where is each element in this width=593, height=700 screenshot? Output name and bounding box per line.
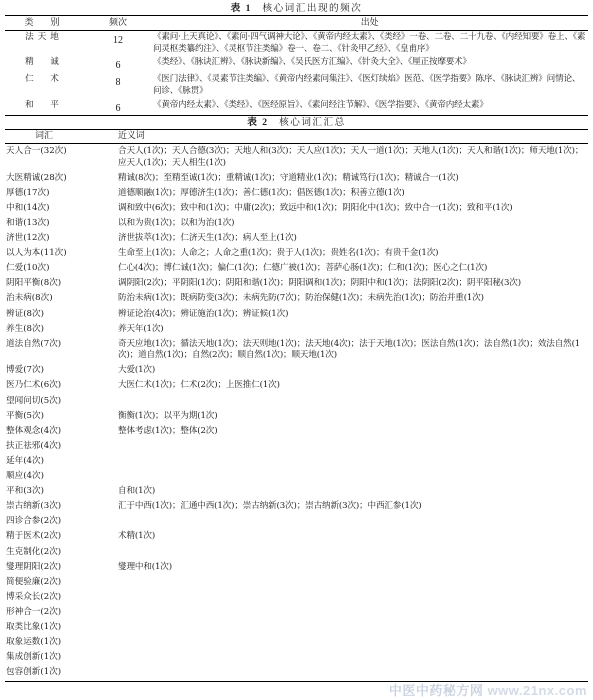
- table2-cell-synonyms: 自和(1次): [118, 486, 156, 497]
- table2-cell-term: 阴阳平衡(8次): [6, 278, 62, 289]
- table2-row: [5, 545, 588, 560]
- table2-row: [5, 171, 588, 186]
- table2-cell-synonyms: [118, 650, 588, 665]
- table2-cell-synonyms: 以和为贵(1次)；以和为治(1次): [118, 217, 235, 228]
- table2-row: [5, 409, 588, 424]
- table2-cell-synonyms: 合天人(1次)；天人合德(3次)；天地人和(3次)；天人应(1次)；天人一道(1次)；天地人(1次)；天人和谐(1次)；师天地(1次)；应天人(1次)；天人相生(1次): [118, 145, 584, 168]
- table2-cell-synonyms: [118, 394, 588, 409]
- table2-cell-synonyms: [118, 469, 588, 484]
- table2-cell-synonyms: [118, 515, 588, 530]
- table1-core-vocabulary-frequency: [5, 15, 588, 116]
- table2-cell-synonyms: 道德顺融(1次)；厚德济生(1次)；善仁德(1次)；倡医德(1次)；积善立德(1次): [118, 187, 405, 198]
- table2-row: [5, 394, 588, 409]
- watermark-site-name: 中医中药秘方网: [388, 683, 484, 698]
- table2-cell-synonyms: [118, 605, 588, 620]
- table2-cell-synonyms: 大医仁术(1次)；仁术(2次)；上医推仁(1次): [118, 380, 280, 391]
- table1-cell-category: 精 诚: [25, 57, 63, 68]
- table2-row: [5, 201, 588, 216]
- table2-vocabulary-summary: [5, 129, 588, 681]
- table1-row: [5, 73, 588, 98]
- table2-cell-synonyms: 燮理中和(1次): [118, 561, 172, 572]
- table2-cell-term: 中和(14次): [6, 202, 50, 213]
- table1-cell-frequency: 6: [115, 60, 121, 72]
- table1-cell-frequency: 8: [115, 77, 121, 89]
- table2-cell-synonyms: 奇天应地(1次)；循法天地(1次)；法天则地(1次)；法天地(4次)；法于天地(1次)；医法自然(1次)；法自然(1次)；效法自然(1次)；道自然(1次)；自然(2次)；顺自然(1次)；顺天地(1次): [118, 338, 581, 361]
- table2-row: [5, 439, 588, 454]
- table2-cell-synonyms: [118, 620, 588, 635]
- watermark-url: www.21nx.com: [487, 683, 587, 698]
- table2-cell-term: 形神合一(2次): [6, 606, 62, 617]
- table2-cell-term: 生克制化(2次): [6, 546, 62, 557]
- table2-cell-term: 燮理阴阳(2次): [6, 561, 62, 572]
- table2-cell-synonyms: 养天年(1次): [118, 323, 164, 334]
- table2-cell-synonyms: 衡衡(1次)；以平为期(1次): [118, 410, 218, 421]
- table2-row: [5, 590, 588, 605]
- table2-row: [5, 292, 588, 307]
- table2-cell-term: 治未病(8次): [6, 293, 53, 304]
- table2-cell-term: 平衡(5次): [6, 410, 44, 421]
- table2-cell-term: 望闻问切(5次): [6, 395, 62, 406]
- table1-caption-title: 核心词汇出现的频次: [262, 3, 363, 14]
- table2-cell-term: 顺应(4次): [6, 471, 44, 482]
- table1-caption: [0, 3, 593, 15]
- table2-cell-term: 养生(8次): [6, 323, 44, 334]
- table2-row: [5, 515, 588, 530]
- table2-row: [5, 231, 588, 246]
- table2-cell-synonyms: [118, 575, 588, 590]
- table2-cell-synonyms: 术精(1次): [118, 531, 156, 542]
- table2-cell-synonyms: 济世拔萃(1次)；仁济天生(1次)；病人至上(1次): [118, 233, 297, 244]
- table2-row: [5, 454, 588, 469]
- table2-row: [5, 469, 588, 484]
- table2-cell-synonyms: 调和致中(6次)；致中和(1次)；中庸(2次)；致远中和(1次)；阴阳化中(1次)；致中合一(1次)；致和平(1次): [118, 202, 513, 213]
- table2-cell-term: 集成创新(1次): [6, 652, 62, 663]
- table2-caption: [0, 117, 593, 129]
- table2-row: [5, 499, 588, 514]
- table2-row: [5, 246, 588, 261]
- table2-cell-synonyms: [118, 590, 588, 605]
- table2-row: [5, 261, 588, 276]
- table2-cell-synonyms: 调阴阳(2次)；平阴阳(1次)；阴阳和谐(1次)；阴阳调和(1次)；阴阳中和(1次)；法阴阳(2次)；阴平阳秘(3次): [118, 278, 521, 289]
- table2-header-row: [5, 130, 588, 144]
- table2-cell-term: 包容创新(1次): [6, 667, 62, 678]
- table2-cell-term: 博采众长(2次): [6, 591, 62, 602]
- table2-cell-term: 整体观念(4次): [6, 425, 62, 436]
- table2-row: [5, 277, 588, 292]
- table1-row: [5, 56, 588, 73]
- table1-cell-category: 法天地: [25, 32, 63, 42]
- table2-row: [5, 144, 588, 171]
- table2-row: [5, 530, 588, 545]
- table2-row: [5, 605, 588, 620]
- table2-caption-number: 表 2: [247, 117, 269, 129]
- table2-cell-term: 和谐(13次): [6, 217, 50, 228]
- table2-cell-synonyms: 精诚(8次)；至精至诚(1次)；重精诚(1次)；守道精业(1次)；精诚笃行(1次)；精诚合一(1次): [118, 172, 459, 183]
- table2-cell-term: 精于医术(2次): [6, 531, 62, 542]
- table2-cell-term: 医乃仁术(6次): [6, 380, 62, 391]
- table2-cell-synonyms: 大爱(1次): [118, 365, 156, 376]
- table2-cell-term: 取象运数(1次): [6, 637, 62, 648]
- table2-row: [5, 650, 588, 665]
- table2-body: [5, 144, 588, 681]
- table2-cell-synonyms: 生命至上(1次)；人命之；人命之重(1次)；贵于人(1次)；贵姓名(1次)；有贵千金(1次): [118, 248, 439, 259]
- table2-cell-term: 平和(3次): [6, 486, 44, 497]
- table2-row: [5, 307, 588, 322]
- table2-cell-term: 扶正祛邪(4次): [6, 440, 62, 451]
- table2-row: [5, 424, 588, 439]
- table2-row: [5, 666, 588, 682]
- table2-row: [5, 364, 588, 379]
- table2-cell-synonyms: [118, 635, 588, 650]
- table1-cell-source: 《类经》、《脉诀汇辨》、《脉诀新编》、《吴氏医方汇编》、《针灸大全》、《厘正按摩要术》: [153, 57, 471, 68]
- table1-header-source: 出处: [360, 18, 379, 28]
- table1-cell-category: 仁 术: [25, 74, 63, 85]
- table2-cell-term: 四诊合参(2次): [6, 516, 62, 527]
- table1-cell-source: 《素问·上天真论》、《素问·四气调神大论》、《黄帝内经太素》、《类经》一卷、二卷、二十九卷、《内经知要》卷上、《素问灵枢类纂约注》、《灵枢节注类编》卷一、卷二、《针灸甲乙经》、《皇甫序》: [153, 32, 586, 54]
- table2-cell-synonyms: [118, 439, 588, 454]
- table2-cell-term: 崇古纳新(3次): [6, 501, 62, 512]
- table2-row: [5, 484, 588, 499]
- table1-cell-category: 和 平: [25, 99, 63, 110]
- table2-cell-term: 济世(12次): [6, 233, 50, 244]
- table2-row: [5, 216, 588, 231]
- table2-cell-term: 厚德(17次): [6, 187, 50, 198]
- table2-cell-synonyms: [118, 666, 588, 682]
- site-watermark: [389, 680, 587, 699]
- table1-header-category: 类 别: [24, 18, 64, 28]
- table2-row: [5, 620, 588, 635]
- table2-cell-term: 仁爱(10次): [6, 263, 50, 274]
- table2-cell-term: 取类比象(1次): [6, 621, 62, 632]
- table2-row: [5, 379, 588, 394]
- table2-cell-synonyms: 仁心(4次)；博仁诚(1次)；偏仁(1次)；仁德广被(1次)；菩萨心肠(1次)；仁和(1次)；医心之仁(1次): [118, 263, 488, 274]
- table1-caption-number: 表 1: [230, 3, 252, 14]
- table2-cell-synonyms: [118, 545, 588, 560]
- table2-cell-term: 道法自然(7次): [6, 338, 62, 349]
- table2-cell-term: 以人为本(11次): [6, 248, 67, 259]
- table2-cell-term: 简便验廉(2次): [6, 576, 62, 587]
- table1-cell-frequency: 6: [115, 102, 121, 114]
- table2-row: [5, 186, 588, 201]
- table2-row: [5, 337, 588, 364]
- table2-row: [5, 322, 588, 337]
- table2-cell-term: 天人合一(32次): [6, 145, 67, 156]
- table2-cell-synonyms: 防治未病(1次)；既病防变(3次)；未病先防(7次)；防治保健(1次)；未病先治(1次)；防治并重(1次): [118, 293, 484, 304]
- table2-row: [5, 635, 588, 650]
- table2-cell-term: 博爱(7次): [6, 365, 44, 376]
- table1-cell-frequency: 12: [113, 35, 123, 46]
- table2-row: [5, 560, 588, 575]
- table1-header-row: [5, 16, 588, 31]
- table2-row: [5, 575, 588, 590]
- table1-header-frequency: 频次: [108, 18, 127, 28]
- table2-caption-title: 核心词汇汇总: [279, 117, 346, 129]
- table1-row: [5, 31, 588, 57]
- table2-cell-term: 辨证(8次): [6, 308, 44, 319]
- table2-cell-synonyms: 汇于中西(1次)；汇通中西(1次)；崇古纳新(3次)；崇古纳新(3次)；中西汇参(1次): [118, 501, 422, 512]
- table2-cell-synonyms: 辨证论治(4次)；辨证施治(1次)；辨证候(1次): [118, 308, 289, 319]
- table1-cell-source: 《医门法律》、《灵素节注类编》、《黄帝内经素问集注》、《医灯续焰》医范、《医学指要》陈序、《脉诀汇辨》问情论、问诊、《脉贯》: [153, 74, 581, 96]
- table1-body: [5, 31, 588, 116]
- table1-row: [5, 99, 588, 116]
- table2-cell-term: 延年(4次): [6, 455, 44, 466]
- table2-cell-term: 大医精诚(28次): [6, 172, 67, 183]
- table2-header-term: 词汇: [35, 131, 54, 142]
- table2-cell-synonyms: 整体考虑(1次)；整体(2次): [118, 425, 218, 436]
- table2-cell-synonyms: [118, 454, 588, 469]
- table2-header-synonyms: 近义词: [118, 131, 145, 142]
- table1-cell-source: 《黄帝内经太素》、《类经》、《医经原旨》、《素问经注节解》、《医学指要》、《黄帝内经太素》: [153, 99, 488, 110]
